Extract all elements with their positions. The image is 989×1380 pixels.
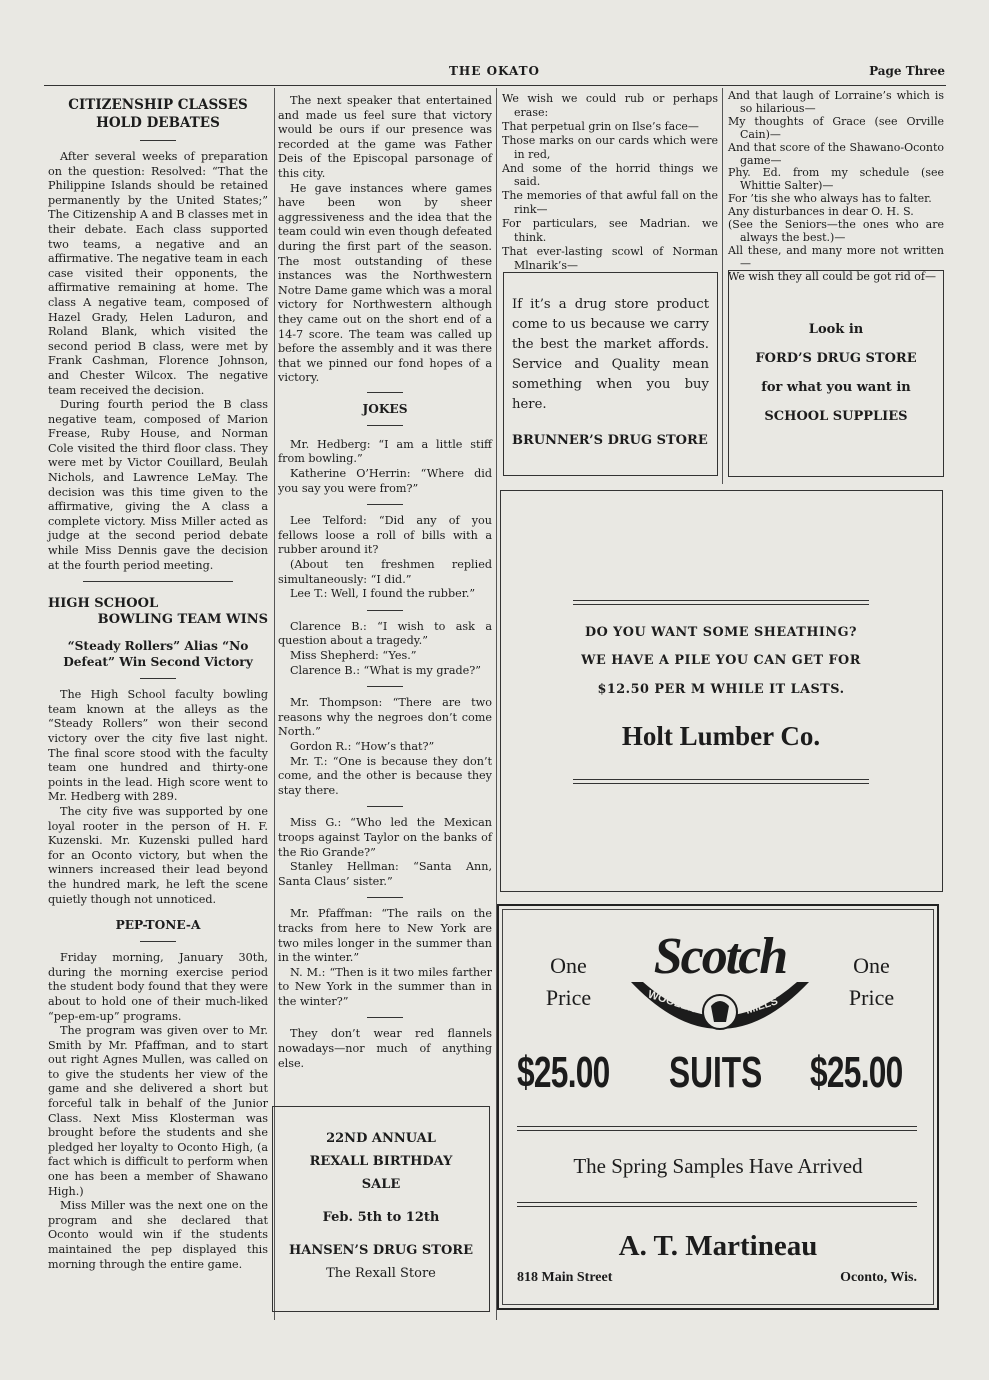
one-price-word: One (550, 953, 587, 978)
joke-line: Gordon R.: “How’s that?” (290, 739, 435, 753)
price-left: $25.00 (517, 1048, 610, 1097)
scotch-woolen-ad (497, 904, 939, 1310)
scotch-logo-woolen: WOOLEN (646, 988, 698, 1016)
poem-line: For ’tis she who always has to falter. (728, 192, 932, 206)
price-right: $25.00 (810, 1048, 903, 1097)
martineau-address: 818 Main Street (517, 1270, 613, 1285)
masthead (0, 64, 989, 78)
holt-line: WE HAVE A PILE YOU CAN GET FOR (581, 653, 861, 668)
separator (83, 581, 233, 582)
joke-line: Lee Telford: “Did any of you fellows loose a roll of bills with a rubber around it? (278, 514, 492, 557)
joke-line: They don’t wear red flannels nowadays—nor much of anything else. (278, 1027, 492, 1070)
poem-line: The memories of that awful fall on the rink— (502, 189, 718, 217)
joke-line: Mr. T.: “One is because they don’t come, and the other is because they stay there. (278, 754, 492, 797)
ford-store-name: FORD’S DRUG STORE (755, 351, 917, 366)
holt-lumber-ad (500, 490, 943, 892)
poem-line: And some of the horrid things we said. (502, 161, 718, 189)
peptone-continued-paragraph: The next speaker that entertained and made us feel sure that victory would be ours if our presence was recorded at the game was Father Deis of the Episcopal parsonage of this city. (278, 94, 492, 180)
joke-line: Miss Shepherd: “Yes.” (290, 649, 417, 662)
poem-line: Any disturbances in dear O. H. S. (728, 205, 914, 219)
brunner-ad (503, 272, 718, 476)
citizenship-paragraph: During fourth period the B class negative team, composed of Marion Frease, Ruby House, and Norman Cole visited the third floor class. They were met by Victor Couillard, Beulah Nichols, and Lawrence LeMay. The decision was this time given to the affirmative, giving the A class a complete victory. Miss Miller acted as judge at the second period debate while Miss Dennis gave the decision at the fourth period meeting. (48, 398, 268, 572)
joke-line: Katherine O’Herrin: “Where did you say you were from?” (278, 467, 492, 495)
one-price-right (834, 950, 909, 1014)
separator (367, 806, 403, 807)
joke-line: Lee T.: Well, I found the rubber.” (290, 587, 476, 601)
scotch-logo-mills: MILLS (744, 995, 780, 1017)
column-1 (48, 96, 268, 1272)
poem-line: That ever-lasting scowl of Norman Mlnarik’s— (502, 244, 718, 272)
citizenship-headline: CITIZENSHIP CLASSES HOLD DEBATES (68, 97, 248, 131)
peptone-paragraph: Miss Miller was the next one on the program and she declared that Oconto would win if the students maintained the pep displayed this morning through the entire game. (48, 1199, 268, 1271)
poem-line: We wish we could rub or perhaps erase: (502, 92, 718, 119)
separator (140, 678, 176, 679)
rexall-line: 22ND ANNUAL (326, 1131, 436, 1146)
separator (367, 686, 403, 687)
rexall-line: SALE (361, 1177, 401, 1192)
joke-line: Miss G.: “Who led the Mexican troops against Taylor on the banks of the Rio Grande?” (278, 816, 492, 859)
separator (367, 425, 403, 426)
column-2 (278, 94, 492, 1071)
scotch-logo (627, 926, 813, 1044)
poem-line: Phy. Ed. from my schedule (see Whittie Salter)— (728, 166, 944, 193)
ford-ad (728, 270, 944, 477)
rexall-dates: Feb. 5th to 12th (322, 1210, 440, 1225)
separator (367, 504, 403, 505)
poem-line: All these, and many more not written— (728, 243, 944, 270)
bowling-paragraph: The High School faculty bowling team known at the alleys as the “Steady Rollers” won their second victory over the city five last night. The final score stood with the faculty team one hundred and thirty-one points in the lead. High score went to Mr. Hedberg with 289. (48, 688, 268, 804)
holt-rule (573, 600, 869, 601)
rexall-line: REXALL BIRTHDAY (309, 1154, 453, 1169)
poem-line: My thoughts of Grace (see Orville Cain)— (728, 114, 944, 141)
joke-line: Clarence B.: “What is my grade?” (290, 663, 482, 677)
brunner-ad-text: If it’s a drug store product come to us because we carry the best the market affords. Service and Quality mean something when you buy here. (512, 297, 709, 412)
martineau-city: Oconto, Wis. (840, 1270, 917, 1285)
peptone-paragraph: The program was given over to Mr. Smith by Mr. Pfaffman, and to start out right Agnes Mullen, was called on to give the students her view of the game and she delivered a short but forceful talk in behalf of the Junior Class. Next Miss Klosterman was brought before the students and she pledged her loyalty to Oconto High, (a fact which is difficult to perform when one has been a member of Shawano High.) (48, 1024, 268, 1198)
holt-rule (573, 604, 869, 605)
peptone-continued-paragraph: He gave instances where games have been won by sheer aggressiveness and the idea that the team could win even though defeated during the first part of the season. The most outstanding of these instances was the Northwestern Notre Dame game which was a moral victory for Northwestern although they came out on the short end of a 14-7 score. The team was called up before the assembly and it was there that we pinned our fond hopes of a victory. (278, 181, 492, 385)
poem-line: For particulars, see Madrian. we think. (502, 217, 718, 245)
poem-column-3 (502, 92, 718, 273)
poem-column-4 (728, 90, 944, 284)
one-price-word: Price (545, 985, 592, 1010)
rexall-store-tagline: The Rexall Store (326, 1266, 436, 1281)
ford-line: SCHOOL SUPPLIES (764, 409, 908, 424)
separator (367, 610, 403, 611)
separator (140, 941, 176, 942)
joke-line: (About ten freshmen replied simultaneously: “I did.” (278, 558, 492, 586)
rexall-ad (272, 1106, 490, 1312)
masthead-rule (44, 85, 946, 86)
poem-line: That perpetual grin on Ilse’s face— (502, 119, 699, 133)
joke-line: Clarence B.: “I wish to ask a question about a tragedy.” (278, 619, 492, 648)
poem-line: And that score of the Shawano-Oconto game— (728, 140, 944, 167)
spring-samples-line: The Spring Samples Have Arrived (573, 1154, 863, 1178)
scotch-logo-text: Scotch (653, 928, 787, 985)
peptone-headline: PEP-TONE-A (115, 918, 201, 933)
jokes-headline: JOKES (362, 401, 408, 416)
holt-company-name: Holt Lumber Co. (621, 721, 821, 751)
bowling-headline-1: HIGH SCHOOL (48, 596, 159, 612)
martineau-name: A. T. Martineau (618, 1230, 818, 1262)
one-price-left (531, 950, 606, 1014)
poem-line: We wish they all could be got rid of— (728, 269, 936, 283)
joke-line: Mr. Pfaffman: “The rails on the tracks from here to New York are two miles longer in the summer than in the winter.” (278, 907, 492, 965)
scotch-rule (517, 1206, 917, 1207)
joke-line: Mr. Thompson: “There are two reasons why the negroes don’t come North.” (278, 696, 492, 739)
citizenship-paragraph: After several weeks of preparation on the question: Resolved: “That the Philippine Islands should be retained permanently by the United States;” The Citizenship A and B classes met in their debate. Each class supported two teams, a negative and an affirmative. The negative team in each case visited their opponents, the affirmative remaining at home. The class A negative team, composed of Hazel Grady, Helen Laduron, and Roland Blank, which visited the second period B class, were met by Frank Cashman, Florence Johnson, and Chester Wilcox. The negative team received the decision. (48, 150, 269, 397)
one-price-word: One (853, 953, 890, 978)
poem-line: Those marks on our cards which were in red, (502, 133, 718, 161)
joke-line: N. M.: “Then is it two miles farther to New York in the summer than in the winter?” (278, 965, 492, 1008)
joke-line: Mr. Hedberg: “I am a little stiff from bowling.” (278, 437, 492, 466)
bowling-headline-2: BOWLING TEAM WINS (97, 612, 268, 628)
bowling-paragraph: The city five was supported by one loyal rooter in the person of H. F. Kuzenski. Mr. Kuzenski pulled hard for an Oconto victory, but when the winners increased their lead beyond the hundred mark, he left the scene quietly though not unnoticed. (48, 804, 268, 906)
holt-line: $12.50 PER M WHILE IT LASTS. (597, 682, 845, 697)
scotch-rule (517, 1130, 917, 1131)
ford-line: Look in (808, 322, 864, 337)
scotch-rule (517, 1202, 917, 1203)
bowling-subheadline: “Steady Rollers” Alias “No Defeat” Win Second Victory (63, 639, 253, 670)
poem-line: (See the Seniors—the ones who are always the best.)— (728, 218, 944, 244)
separator (140, 140, 176, 141)
separator (367, 897, 403, 898)
one-price-word: Price (848, 985, 895, 1010)
holt-rule (573, 783, 869, 784)
newspaper-title: THE OKATO (448, 64, 541, 78)
ford-line: for what you want in (761, 380, 911, 395)
column-divider (722, 88, 723, 484)
holt-rule (573, 779, 869, 780)
suits-label: SUITS (669, 1048, 763, 1097)
scotch-rule (517, 1126, 917, 1127)
rexall-store-name: HANSEN’S DRUG STORE (288, 1243, 473, 1258)
holt-line: DO YOU WANT SOME SHEATHING? (584, 625, 858, 640)
poem-line: And that laugh of Lorraine’s which is so hilarious— (728, 89, 944, 115)
separator (367, 392, 403, 393)
brunner-store-name: BRUNNER’S DRUG STORE (512, 433, 708, 448)
peptone-paragraph: Friday morning, January 30th, during the morning exercise period the student body found that they were about to hold one of their much-liked “pep-em-up” programs. (48, 951, 268, 1023)
separator (367, 1017, 403, 1018)
joke-line: Stanley Hellman: “Santa Ann, Santa Claus’ sister.” (278, 860, 492, 888)
page-number: Page Three (869, 64, 945, 78)
